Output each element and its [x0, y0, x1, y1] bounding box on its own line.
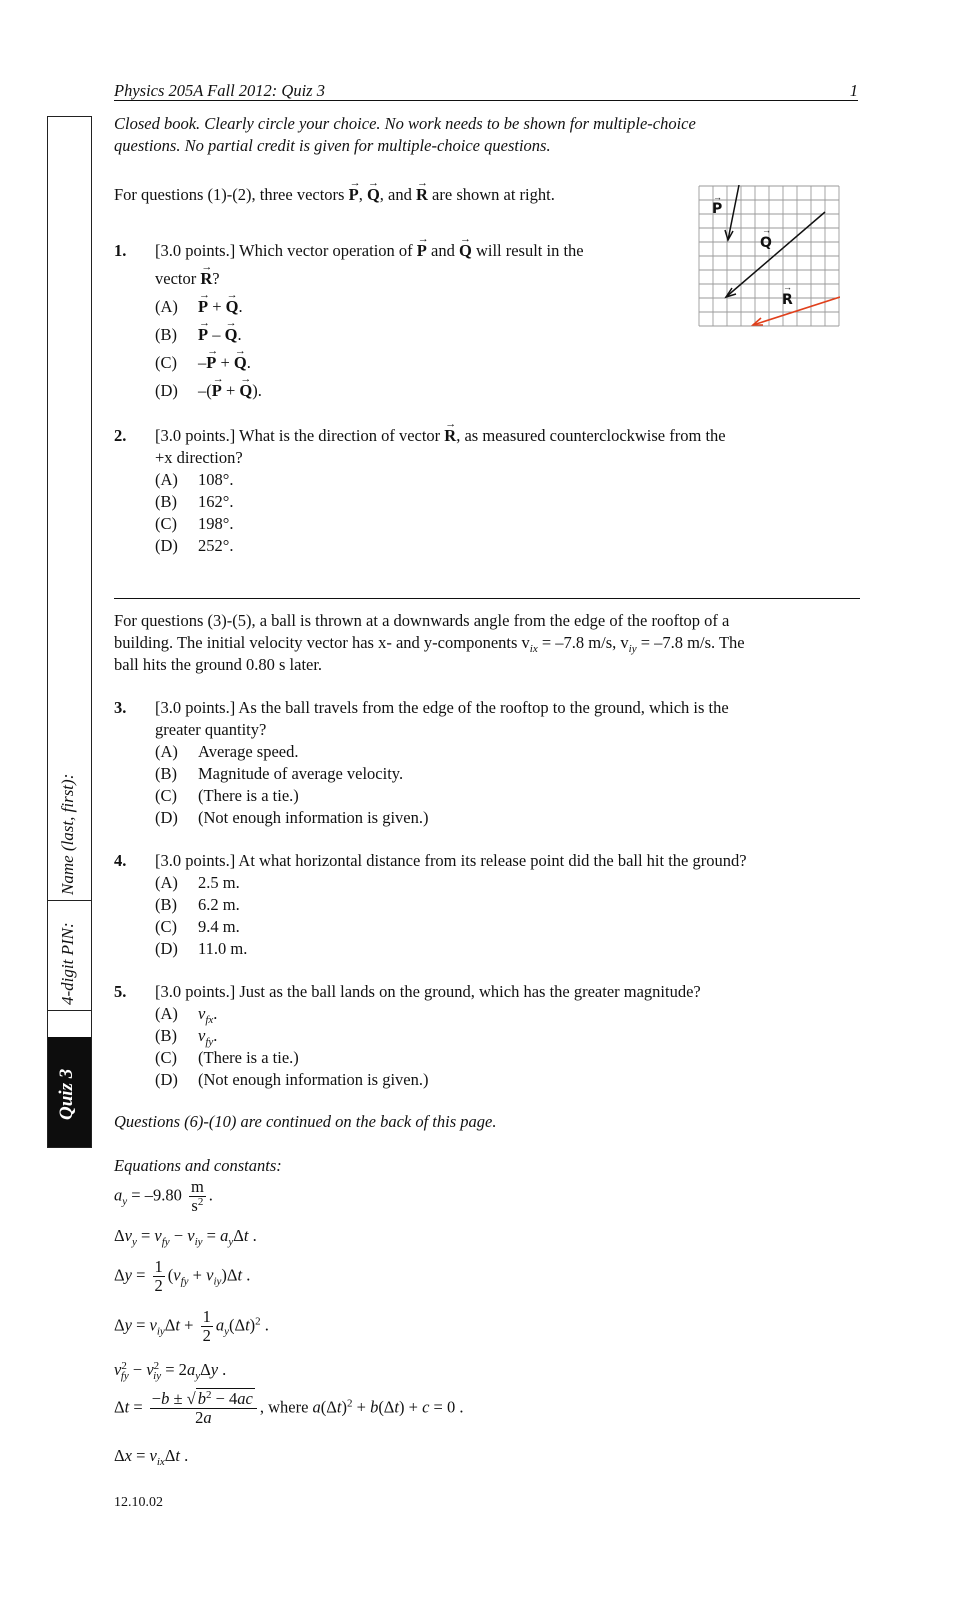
vector-p: → P	[417, 240, 427, 262]
option-letter: (A)	[155, 1004, 178, 1023]
option-letter: (B)	[155, 895, 177, 914]
equation-ay: $a_y = -9.80$ $\frac{m}{s^2}$ .	[114, 1177, 213, 1215]
option-text: (There is a tie.)	[198, 786, 299, 805]
question-text: will result in the	[471, 241, 584, 260]
question-number: 1.	[114, 241, 127, 260]
intro-questions-3-5-line-2	[114, 632, 745, 654]
instructions-line-1: Closed book. Clearly circle your choice. No work needs to be shown for multiple-choice	[114, 114, 696, 133]
option-letter: (A)	[155, 873, 178, 892]
footer-code: 12.10.02	[114, 1495, 163, 1510]
vector-p: → P	[198, 296, 208, 318]
question-number: 3.	[114, 698, 127, 717]
eq-text: = –9.80	[127, 1185, 186, 1205]
option-text: 2.5 m.	[198, 873, 240, 892]
eq-denominator: s	[191, 1196, 198, 1215]
vector-p: → P	[349, 184, 359, 206]
vector-p: → P	[206, 352, 216, 374]
option-d[interactable]	[155, 1069, 429, 1091]
vector-p: → P	[198, 324, 208, 346]
question-text: [3.0 points.] Just as the ball lands on the ground, which has the greater magnitude?	[155, 982, 701, 1001]
option-letter: (C)	[155, 1048, 177, 1067]
vector-q: → Q	[226, 296, 239, 318]
vector-p-arrow	[728, 185, 739, 240]
option-operator: +	[216, 353, 234, 372]
vector-r-arrow	[753, 297, 840, 325]
option-letter: (A)	[155, 297, 178, 316]
option-text: .	[238, 297, 243, 316]
quiz-label: Quiz 3	[56, 1068, 77, 1120]
name-field-label[interactable]: Name (last, first):	[58, 773, 77, 895]
option-text: (Not enough information is given.)	[198, 1070, 429, 1089]
pin-field-label[interactable]: 4-digit PIN:	[58, 922, 77, 1005]
option-letter: (B)	[155, 492, 177, 511]
equation-delta-vy: $\Delta v_y = v_{fy} - v_{iy} = a_y\Delta t$ .	[114, 1226, 257, 1248]
question-text: [3.0 points.] What is the direction of vector	[155, 426, 445, 445]
question-text: [3.0 points.] At what horizontal distance from its release point did the ball hit the ground?	[155, 851, 747, 870]
vector-grid-figure	[698, 185, 840, 327]
option-a[interactable]	[155, 469, 233, 491]
option-a[interactable]	[155, 1003, 217, 1025]
option-letter: (D)	[155, 381, 178, 400]
option-text: 108°.	[198, 470, 234, 489]
option-text: ).	[252, 381, 262, 400]
question-text: +x direction?	[155, 448, 243, 467]
option-c[interactable]	[155, 513, 233, 535]
option-text: .	[213, 1004, 218, 1023]
question-text: ?	[212, 269, 220, 288]
option-b[interactable]	[155, 763, 403, 785]
eq-symbol: a	[114, 1185, 123, 1205]
equation-v-squared: $v^2_{fy} - v^2_{iy} = 2a_y\Delta y$ .	[114, 1360, 227, 1382]
option-operator: –	[208, 325, 225, 344]
option-letter: (D)	[155, 808, 178, 827]
option-a[interactable]	[155, 872, 240, 894]
id-strip	[47, 116, 92, 1148]
option-letter: (C)	[155, 786, 177, 805]
subscript: ix	[529, 643, 538, 655]
vector-q: → Q	[234, 352, 247, 374]
intro-text: = –7.8 m/s. The	[636, 633, 745, 652]
question-text: and	[426, 241, 459, 260]
option-text: 6.2 m.	[198, 895, 240, 914]
intro-text: building. The initial velocity vector has x- and y-components v	[114, 633, 530, 652]
subscript: iy	[628, 643, 637, 655]
vector-q: → Q	[459, 240, 472, 262]
option-text: 252°.	[198, 536, 234, 555]
option-text: .	[213, 1026, 218, 1045]
question-number: 4.	[114, 851, 127, 870]
intro-questions-1-2	[114, 184, 555, 206]
equation-delta-y-kin: $\Delta y = v_{iy}\Delta t$ + $\frac{1}{2}$ $a_y(\Delta t)^2$ .	[114, 1307, 269, 1345]
question-text: greater quantity?	[155, 720, 267, 739]
option-c[interactable]	[155, 785, 299, 807]
option-text: .	[246, 353, 251, 372]
option-letter: (D)	[155, 939, 178, 958]
option-letter: (C)	[155, 353, 177, 372]
header-course: Physics 205A Fall 2012: Quiz 3	[114, 81, 325, 100]
vector-q: → Q	[239, 380, 252, 402]
vector-q: → Q	[225, 324, 238, 346]
option-letter: (C)	[155, 917, 177, 936]
option-text: –(	[198, 381, 212, 400]
question-number: 2.	[114, 426, 127, 445]
intro-text: = –7.8 m/s, v	[537, 633, 629, 652]
equation-delta-y-avg: Δy = $\frac{1}{2}$ $(v_{fy} + v_{iy})\Delta t$ .	[114, 1257, 251, 1295]
option-text: Magnitude of average velocity.	[198, 764, 404, 783]
option-operator: +	[221, 381, 240, 400]
option-d[interactable]	[155, 380, 262, 402]
question-text: vector	[155, 269, 201, 288]
figure-label-p: P	[712, 201, 723, 217]
subscript: fx	[205, 1014, 214, 1026]
option-d[interactable]	[155, 938, 247, 960]
option-text: 11.0 m.	[198, 939, 248, 958]
subscript: y	[122, 1195, 128, 1208]
option-symbol: v	[198, 1026, 206, 1045]
option-d[interactable]	[155, 807, 429, 829]
option-symbol: v	[198, 1004, 206, 1023]
option-letter: (A)	[155, 470, 178, 489]
option-operator: +	[208, 297, 226, 316]
intro-questions-3-5-line-3: ball hits the ground 0.80 s later.	[114, 655, 323, 674]
svg-text:→: →	[762, 225, 771, 235]
vector-p: → P	[212, 380, 222, 402]
option-letter: (B)	[155, 764, 177, 783]
option-c[interactable]	[155, 1047, 299, 1069]
question-text: [3.0 points.] Which vector operation of	[155, 241, 417, 260]
equation-delta-x: $\Delta x = v_{ix}\Delta t$ .	[114, 1446, 189, 1468]
question-text: [3.0 points.] As the ball travels from the edge of the rooftop to the ground, which is the	[155, 698, 729, 717]
page-header	[114, 80, 858, 101]
strip-divider	[48, 900, 91, 901]
instructions-line-2: questions. No partial credit is given for multiple-choice questions.	[114, 136, 551, 155]
option-c[interactable]	[155, 352, 251, 374]
question-number: 5.	[114, 982, 127, 1001]
subscript: fy	[205, 1036, 214, 1048]
option-text: (There is a tie.)	[198, 1048, 299, 1067]
option-text: Average speed.	[198, 742, 299, 761]
option-letter: (B)	[155, 325, 177, 344]
svg-text:→: →	[713, 192, 722, 202]
option-letter: (C)	[155, 514, 177, 533]
equations-heading: Equations and constants:	[114, 1156, 282, 1175]
vector-r: → R	[444, 425, 456, 447]
intro-questions-3-5-line-1: For questions (3)-(5), a ball is thrown at a downwards angle from the edge of the rooftop of a	[114, 611, 730, 630]
option-letter: (D)	[155, 1070, 178, 1089]
vector-r: → R	[200, 268, 212, 290]
header-page-number: 1	[849, 81, 858, 100]
vector-q: → Q	[367, 184, 380, 206]
intro-sep: , and	[379, 185, 416, 204]
option-letter: (B)	[155, 1026, 177, 1045]
option-text: –	[198, 353, 207, 372]
option-b[interactable]	[155, 894, 240, 916]
equation-quadratic: Δt = $\frac{-b \pm √ b^2 - 4ac}{2a}$ , where $a(\Delta t)^2 + b(\Delta t) + c = 0$ .	[114, 1389, 464, 1427]
option-c[interactable]	[155, 916, 240, 938]
option-b[interactable]	[155, 1025, 217, 1047]
option-text: 198°.	[198, 514, 234, 533]
question-text: , as measured counterclockwise from the	[456, 426, 726, 445]
option-letter: (D)	[155, 536, 178, 555]
vector-r: → R	[416, 184, 428, 206]
continued-note: Questions (6)-(10) are continued on the back of this page.	[114, 1112, 497, 1131]
option-text: 9.4 m.	[198, 917, 240, 936]
option-d[interactable]	[155, 535, 233, 557]
figure-label-q: Q	[760, 235, 772, 251]
eq-numerator: m	[190, 1177, 204, 1196]
strip-divider	[48, 1010, 91, 1011]
section-divider	[114, 598, 860, 599]
option-text: 162°.	[198, 492, 234, 511]
option-text: .	[237, 325, 242, 344]
option-b[interactable]	[155, 324, 242, 346]
svg-text:→: →	[783, 282, 792, 292]
option-b[interactable]	[155, 491, 233, 513]
intro-text: For questions (1)-(2), three vectors	[114, 185, 349, 204]
option-a[interactable]	[155, 741, 298, 763]
intro-sep: ,	[358, 185, 367, 204]
option-letter: (A)	[155, 742, 178, 761]
option-text: (Not enough information is given.)	[198, 808, 429, 827]
figure-label-r: R	[782, 292, 793, 308]
intro-text: are shown at right.	[427, 185, 555, 204]
eq-text: .	[208, 1185, 213, 1205]
